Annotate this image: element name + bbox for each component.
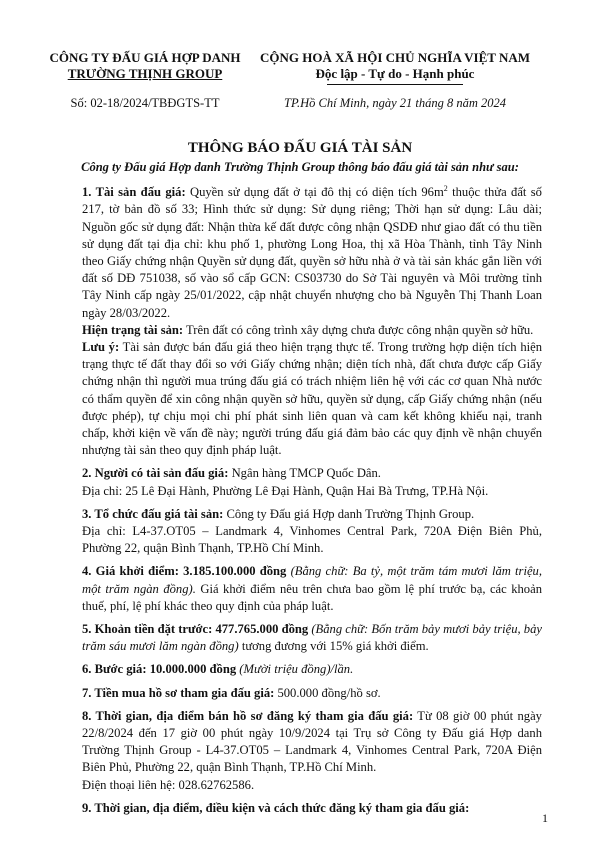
section-8-text: Từ 08 giờ 00 phút ngày 22/8/2024 đến 17 giờ 00 phút ngày 10/9/2024 tại Trụ sở Công ty Đấu giá Hợp danh Trường Thịnh Group - L4-37.OT05 – Landmark 4, Vinhomes Central Park, 720A Điện Biên Phủ, Phường 22, quận Bình Thạnh, TP.Hồ Chí Minh. [82,708,542,775]
asset-note-text: Tài sản được bán đấu giá theo hiện trạng thực tế. Trong trường hợp diện tích hiện trạng thực tế đất thay đổi so với Giấy chứng nhận; diện tích nhà, đất chưa được cấp Giấy chứng nhận thì người mua trúng đấu giá có trách nhiệm liên hệ với các cơ quan Nhà nước có thẩm quyền để xin công nhận quyền sở hữu, quyền sử dụng, cấp Giấy chứng nhận (nếu được phép), tự chịu mọi chi phí phát sinh liên quan và cam kết không khiếu nại, tranh chấp, khởi kiện về vấn đề này; người trúng đấu giá đảm bảo các quy định về nhận chuyển nhượng tài sản theo quy định pháp luật. [82,340,543,458]
company-name-line2: TRƯỜNG THỊNH GROUP [67,66,223,81]
company-name [40,50,250,82]
section-5-words: (Bằng chữ: Bốn trăm bảy mươi bảy triệu, bảy trăm sáu mươi lăm ngàn đồng) [82,622,542,654]
section-6-words: (Mười triệu đồng)/lần. [236,662,354,677]
reference-number: Số: 02-18/2024/TBĐGTS-TT [70,96,220,110]
section-4-starting-price [82,563,542,615]
section-1-text-b: thuộc thửa đất số 217, tờ bản đồ số 33; Hình thức sử dụng: Sử dụng riêng; Thời hạn sử dụng: Lâu dài; Nguồn gốc sử dụng đất: Nhận thừa kế đất được công nhận QSDĐ như giao đất có thu tiền sử dụng đất tại địa chỉ: khu phố 1, phường Long Hoa, thị xã Hòa Thành, tỉnh Tây Ninh theo Giấy chứng nhận Quyền sử dụng đất, quyền sở hữu nhà ở và tài sản khác gắn liền với đất số DĐ 751038, số vào sổ cấp GCN: CS03730 do Sở Tài nguyên và Môi trường tỉnh Tây Ninh cấp ngày 25/01/2022, cập nhật chuyển nhượng cho bà Nguyễn Thị Thanh Loan ngày 28/03/2022. [82,185,542,320]
section-8-dossier-sale [82,708,542,777]
section-4-label: 4. Giá khởi điểm: 3.185.100.000 đồng [82,564,287,579]
section-4-words: (Bằng chữ: Ba tỷ, một trăm tám mươi lăm triệu, một trăm ngàn đồng). [82,564,542,596]
contact-phone: Điện thoại liên hệ: 028.62762586. [82,777,255,792]
section-7-text: 500.000 đồng/hồ sơ. [274,685,381,700]
document-title: THÔNG BÁO ĐẤU GIÁ TÀI SẢN [187,140,413,156]
national-heading [230,50,560,85]
section-3-label: 3. Tổ chức đấu giá tài sản: [82,506,224,521]
section-6-bid-step [82,661,542,678]
section-1-label: 1. Tài sản đấu giá: [82,185,186,200]
section-3-address: Địa chỉ: L4-37.OT05 – Landmark 4, Vinhomes Central Park, 720A Điện Biên Phủ, Phường 22, quận Bình Thạnh, TP.Hồ Chí Minh. [82,524,542,556]
section-1-asset [82,180,542,322]
section-7-dossier-fee [82,685,542,702]
section-2-label: 2. Người có tài sản đấu giá: [82,466,229,481]
section-6-label: 6. Bước giá: 10.000.000 đồng [82,662,237,677]
section-4-text: Giá khởi điểm nêu trên chưa bao gồm lệ phí trước bạ, các khoản thuế, phí, lệ phí khác theo quy định của pháp luật. [82,581,542,613]
document-subtitle: Công ty Đấu giá Hợp danh Trường Thịnh Group thông báo đấu giá tài sản như sau: [81,160,519,174]
issue-date: TP.Hồ Chí Minh, ngày 21 tháng 8 năm 2024 [284,96,506,110]
section-3-text: Công ty Đấu giá Hợp danh Trường Thịnh Group. [223,506,475,521]
asset-status-text: Trên đất có công trình xây dựng chưa được công nhận quyền sở hữu. [183,322,534,337]
area-unit-superscript: 2 [443,184,448,193]
nation-name: CỘNG HOÀ XÃ HỘI CHỦ NGHĨA VIỆT NAM [259,50,531,65]
section-7-label: 7. Tiền mua hồ sơ tham gia đấu giá: [82,685,275,700]
section-2-address: Địa chỉ: 25 Lê Đại Hành, Phường Lê Đại Hành, Quận Hai Bà Trưng, TP.Hà Nội. [82,483,489,498]
company-name-line1: CÔNG TY ĐẤU GIÁ HỢP DANH [49,50,241,65]
document-body [82,180,542,817]
section-9-registration [82,800,542,817]
section-5-deposit [82,621,542,655]
asset-status-label: Hiện trạng tài sản: [82,322,184,337]
section-2-owner [82,465,542,482]
section-9-label: 9. Thời gian, địa điểm, điều kiện và cách thức đăng ký tham gia đấu giá: [82,800,470,815]
section-2-text: Ngân hàng TMCP Quốc Dân. [228,466,381,481]
section-8-label: 8. Thời gian, địa điểm bán hồ sơ đăng ký tham gia đấu giá: [82,708,414,723]
national-motto: Độc lập - Tự do - Hạnh phúc [315,66,475,81]
section-5-text: tương đương với 15% giá khởi điểm. [238,639,429,654]
motto-underline [327,84,463,85]
asset-note-label: Lưu ý: [82,340,120,355]
section-1-text-a: Quyền sử dụng đất ở tại đô thị có diện tích 96m [185,185,444,200]
asset-status [82,322,542,339]
section-5-label: 5. Khoản tiền đặt trước: 477.765.000 đồng [82,622,309,637]
asset-note [82,339,542,459]
page-number: 1 [542,811,548,825]
section-3-organizer [82,506,542,523]
